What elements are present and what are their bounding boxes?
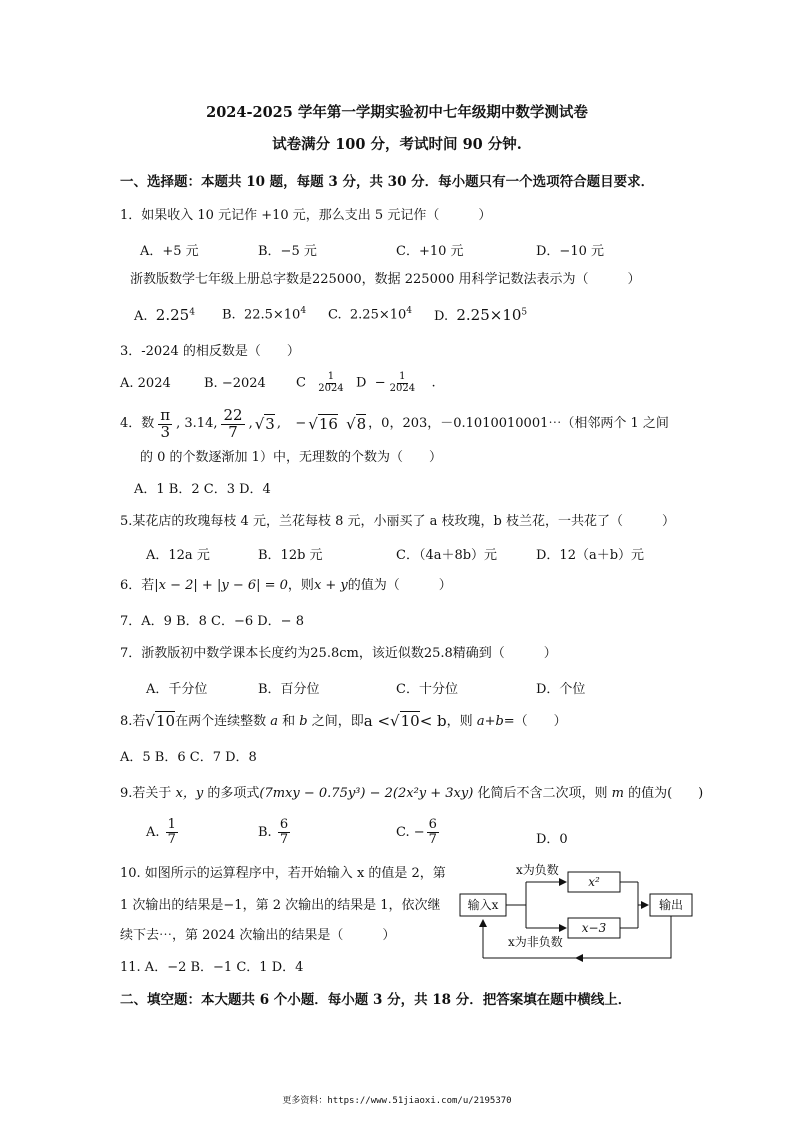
question-9-options — [0, 818, 794, 858]
negative-branch-label: x为负数 — [516, 863, 559, 877]
option-b[interactable]: B．百分位 — [258, 682, 320, 697]
option-a[interactable]: A. 2024 — [120, 376, 171, 391]
option-c[interactable]: C．+10 元 — [396, 244, 464, 259]
option-b[interactable]: B. $22.5\times 10^4$ — [222, 306, 307, 323]
question-1-stem: 1．如果收入 10 元记作 +10 元，那么支出 5 元记作（ ） — [120, 208, 492, 223]
input-box-label: 输入x — [467, 898, 499, 912]
option-b[interactable]: B. −2024 — [204, 376, 266, 391]
option-a[interactable]: A．千分位 — [146, 682, 208, 697]
question-9-stem: 9.若关于 x，y 的多项式(7mxy − 0.75y³) − 2(2x²y + 3xy) 化简后不含二次项，则 m 的值为( ) — [120, 786, 704, 801]
question-3-stem: 3．-2024 的相反数是（ ） — [120, 344, 300, 359]
option-d[interactable]: D．12（a＋b）元 — [536, 548, 645, 563]
question-4-options[interactable]: A．1 B．2 C．3 D．4 — [134, 482, 271, 497]
minus-box-label: x−3 — [581, 921, 607, 935]
question-8-options[interactable]: A．5 B．6 C．7 D．8 — [120, 750, 257, 765]
option-b[interactable]: B. $\frac{6}{7}$ — [258, 817, 289, 847]
question-3-options — [0, 372, 794, 402]
option-d[interactable]: D. $2.25\times 10^5$ — [434, 306, 528, 324]
nonnegative-branch-label: x为非负数 — [508, 935, 563, 949]
flow-diagram — [456, 858, 696, 968]
footer-link[interactable]: 更多资料：https://www.51jiaoxi.com/u/2195370 — [282, 1096, 512, 1106]
output-box-label: 输出 — [658, 898, 684, 912]
page-title: 2024-2025 学年第一学期实验初中七年级期中数学测试卷 — [206, 104, 588, 121]
option-d[interactable]: D − $\frac{1}{2024}$ . — [356, 371, 436, 394]
question-7-stem: 7．浙教版初中数学课本长度约为25.8cm，该近似数25.8精确到（ ） — [120, 646, 557, 661]
option-c[interactable]: C. $2.25\times 10^4$ — [328, 306, 413, 323]
page-subtitle: 试卷满分 100 分，考试时间 90 分钟. — [272, 136, 522, 153]
option-c[interactable]: C. − $\frac{6}{7}$ — [396, 817, 437, 847]
option-c[interactable]: C．十分位 — [396, 682, 458, 697]
section-heading-fill: 二、填空题：本大题共 6 个小题．每小题 3 分，共 18 分．把答案填在题中横线上． — [120, 992, 632, 1008]
section-heading-choice: 一、选择题：本题共 10 题，每题 3 分，共 30 分．每小题只有一个选项符合题目要求． — [120, 174, 655, 190]
option-b[interactable]: B．−5 元 — [258, 244, 317, 259]
question-11-options[interactable]: 11. A．−2 B．−1 C．1 D．4 — [120, 960, 304, 975]
option-d[interactable]: D．0 — [536, 832, 568, 847]
question-10-line2: 1 次输出的结果是−1，第 2 次输出的结果是 1，依次继 — [120, 898, 441, 913]
option-c[interactable]: C $\frac{1}{2024}$ — [296, 371, 344, 394]
question-4-stem: 4．数 $\frac{\pi}{3}$ , 3.14, $\frac{22}{7}$ , √3 , − √16 √8 ，0，203，－0.1010010001⋯（相邻两个 1 之间 — [120, 406, 669, 441]
option-d[interactable]: D．−10 元 — [536, 244, 604, 259]
option-a[interactable]: A．12a 元 — [146, 548, 210, 563]
option-d[interactable]: D．个位 — [536, 682, 586, 697]
square-box-label: x² — [588, 875, 600, 889]
option-a[interactable]: A. 2.25$^4$ — [134, 306, 195, 324]
option-a[interactable]: A．+5 元 — [140, 244, 199, 259]
question-5-stem: 5.某花店的玫瑰每枝 4 元，兰花每枝 8 元，小丽买了 a 枝玫瑰，b 枝兰花，一共花了（ ） — [120, 514, 675, 529]
question-7a-options[interactable]: 7．A．9 B．8 C．−6 D．− 8 — [120, 614, 304, 629]
question-2-stem: 浙教版数学七年级上册总字数是225000，数据 225000 用科学记数法表示为（ ） — [130, 272, 641, 287]
option-a[interactable]: A. $\frac{1}{7}$ — [146, 817, 176, 847]
question-6-stem: 6．若|x − 2| + |y − 6| = 0，则x + y的值为（ ） — [120, 578, 452, 593]
question-4-line2: 的 0 的个数逐渐加 1）中，无理数的个数为（ ） — [140, 450, 442, 465]
question-8-stem: 8.若 √10 在两个连续整数 a 和 b 之间，即 a < √10 < b ，则 a+b =（ ） — [120, 712, 567, 731]
question-10-line1: 10. 如图所示的运算程序中，若开始输入 x 的值是 2，第 — [120, 866, 446, 881]
option-c[interactable]: C．（4a＋8b）元 — [396, 548, 498, 563]
option-b[interactable]: B．12b 元 — [258, 548, 323, 563]
question-10-line3: 续下去⋯，第 2024 次输出的结果是（ ） — [120, 928, 396, 943]
